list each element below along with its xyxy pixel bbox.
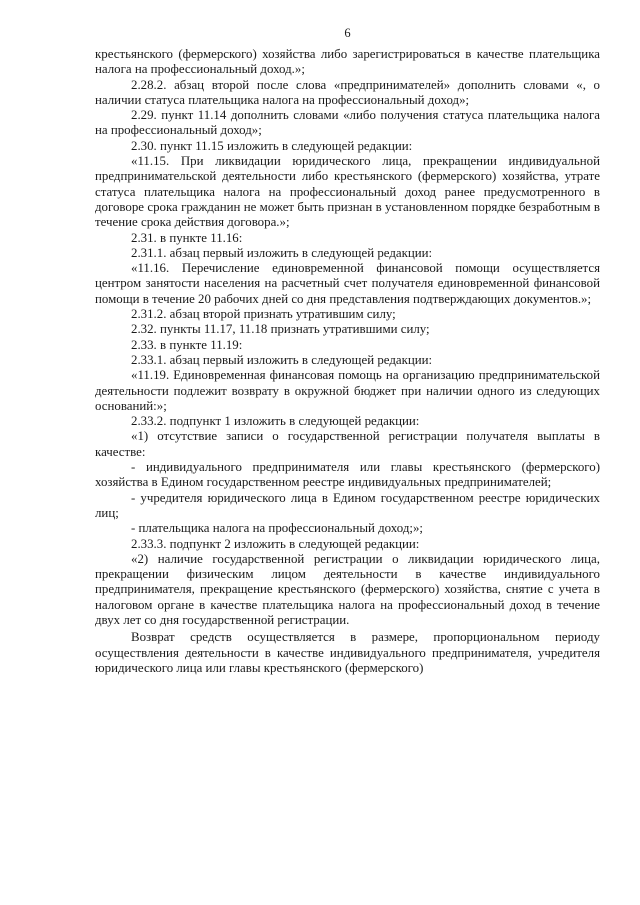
paragraph: 2.33.1. абзац первый изложить в следующей редакции:	[131, 352, 433, 367]
paragraph: 2.33.3. подпункт 2 изложить в следующей редакции:	[131, 536, 420, 551]
paragraph: «1) отсутствие записи о государственной регистрации получателя выплаты в качестве:	[95, 429, 600, 459]
paragraph: «11.15. При ликвидации юридического лица, прекращении индивидуальной предпринимательской деятельности либо крестьянского (фермерского) хозяйства, утрате статуса плательщика налога на профессиональный доход ранее предусмотренного в договоре срока гражданин не может быть признан в установленном порядке безработным в течение срока действия договора.»;	[95, 154, 600, 230]
paragraph: - учредителя юридического лица в Едином государственном реестре юридических лиц;	[95, 490, 600, 520]
paragraph: «2) наличие государственной регистрации о ликвидации юридического лица, прекращении физическим лицом деятельности в качестве индивидуального предпринимателя, прекращение крестьянского (фермерского) хозяйства, снятие с учета в налоговом органе в качестве плательщика налога на профессиональный доход в течение двух лет со дня государственной регистрации.	[95, 551, 600, 627]
paragraph: «11.19. Единовременная финансовая помощь на организацию предпринимательской деятельности подлежит возврату в окружной бюджет при наличии одного из следующих оснований:»;	[95, 368, 600, 413]
document-body	[95, 47, 600, 676]
paragraph: 2.31. в пункте 11.16:	[131, 230, 243, 245]
paragraph: 2.29. пункт 11.14 дополнить словами «либо получения статуса плательщика налога на профессиональный доход»;	[95, 108, 600, 138]
paragraph: 2.33. в пункте 11.19:	[131, 337, 243, 352]
paragraph: Возврат средств осуществляется в размере, пропорциональном периоду осуществления деятельности в качестве индивидуального предпринимателя, учредителя юридического лица или главы крестьянского (фермерского)	[95, 630, 600, 675]
paragraph: 2.33.2. подпункт 1 изложить в следующей редакции:	[131, 414, 420, 429]
paragraph: 2.31.2. абзац второй признать утратившим силу;	[131, 307, 396, 322]
paragraph: 2.31.1. абзац первый изложить в следующей редакции:	[131, 245, 433, 260]
paragraph: 2.30. пункт 11.15 изложить в следующей редакции:	[131, 138, 413, 153]
paragraph: крестьянского (фермерского) хозяйства либо зарегистрироваться в качестве плательщика налога на профессиональный доход.»;	[95, 47, 600, 77]
paragraph: 2.28.2. абзац второй после слова «предпринимателей» дополнить словами «, о наличии статуса плательщика налога на профессиональный доход»;	[95, 77, 600, 107]
paragraph: - плательщика налога на профессиональный доход;»;	[131, 521, 423, 536]
paragraph: - индивидуального предпринимателя или главы крестьянского (фермерского) хозяйства в Едином государственном реестре индивидуальных предпринимателей;	[95, 460, 600, 490]
paragraph: 2.32. пункты 11.17, 11.18 признать утратившими силу;	[131, 322, 430, 337]
paragraph: «11.16. Перечисление единовременной финансовой помощи осуществляется центром занятости населения на расчетный счет получателя единовременной финансовой помощи в течение 20 рабочих дней со дня представления подтверждающих документов.»;	[95, 261, 600, 306]
page-number: 6	[344, 26, 351, 40]
